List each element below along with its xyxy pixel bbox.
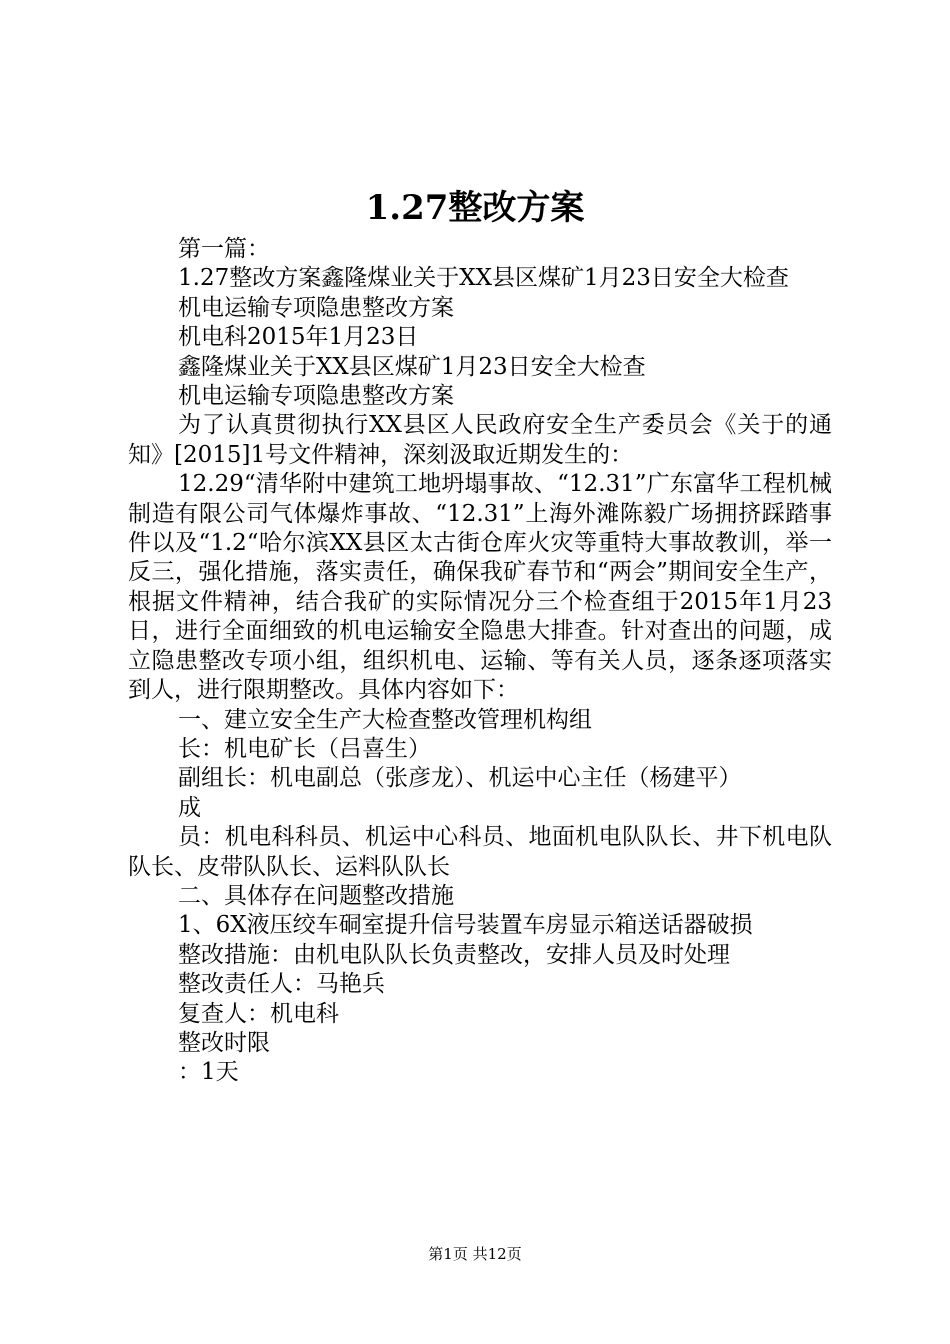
paragraph: 机电运输专项隐患整改方案: [178, 383, 454, 410]
paragraph: 整改责任人：马艳兵: [178, 971, 385, 998]
paragraph: 整改措施：由机电队队长负责整改，安排人员及时处理: [178, 941, 730, 968]
paragraph: 机电科2015年1月23日: [178, 324, 419, 351]
paragraph: ：1天: [178, 1059, 239, 1086]
paragraph: 整改时限: [178, 1029, 270, 1056]
paragraph: 一、建立安全生产大检查整改管理机构组: [178, 706, 592, 733]
document-body: [128, 235, 832, 1088]
paragraph: 成: [178, 794, 201, 821]
paragraph: 复查人：机电科: [178, 1000, 339, 1027]
paragraph: 副组长：机电副总（张彦龙）、机运中心主任（杨建平）: [178, 765, 742, 792]
paragraph: 为了认真贯彻执行XX县区人民政府安全生产委员会《关于的通知》[2015]1号文件精神，深刻汲取近期发生的：: [128, 412, 832, 468]
paragraph: 1.27整改方案鑫隆煤业关于XX县区煤矿1月23日安全大检查: [178, 265, 789, 292]
paragraph: 1、6X液压绞车硐室提升信号装置车房显示箱送话器破损: [178, 912, 753, 939]
page-footer: 第1页 共12页: [428, 1245, 522, 1263]
document-title: 1.27整改方案: [365, 188, 585, 228]
paragraph: 第一篇：: [178, 236, 270, 262]
paragraph: 长：机电矿长（吕喜生）: [178, 735, 431, 762]
paragraph: 12.29“清华附中建筑工地坍塌事故、“12.31”广东富华工程机械制造有限公司气体爆炸事故、“12.31”上海外滩陈毅广场拥挤踩踏事件以及“1.2“哈尔滨XX县区太古街仓库火灾等重特大事故教训，举一反三，强化措施，落实责任，确保我矿春节和“两会”期间安全生产，根据文件精神，结合我矿的实际情况分三个检查组于2015年1月23日，进行全面细致的机电运输安全隐患大排查。针对查出的问题，成立隐患整改专项小组，组织机电、运输、等有关人员，逐条逐项落实到人，进行限期整改。具体内容如下：: [128, 471, 832, 704]
paragraph: 二、具体存在问题整改措施: [178, 882, 454, 909]
paragraph: 员：机电科科员、机运中心科员、地面机电队队长、井下机电队队长、皮带队队长、运料队队长: [128, 824, 832, 880]
paragraph: 鑫隆煤业关于XX县区煤矿1月23日安全大检查: [178, 353, 646, 380]
paragraph: 机电运输专项隐患整改方案: [178, 294, 454, 321]
